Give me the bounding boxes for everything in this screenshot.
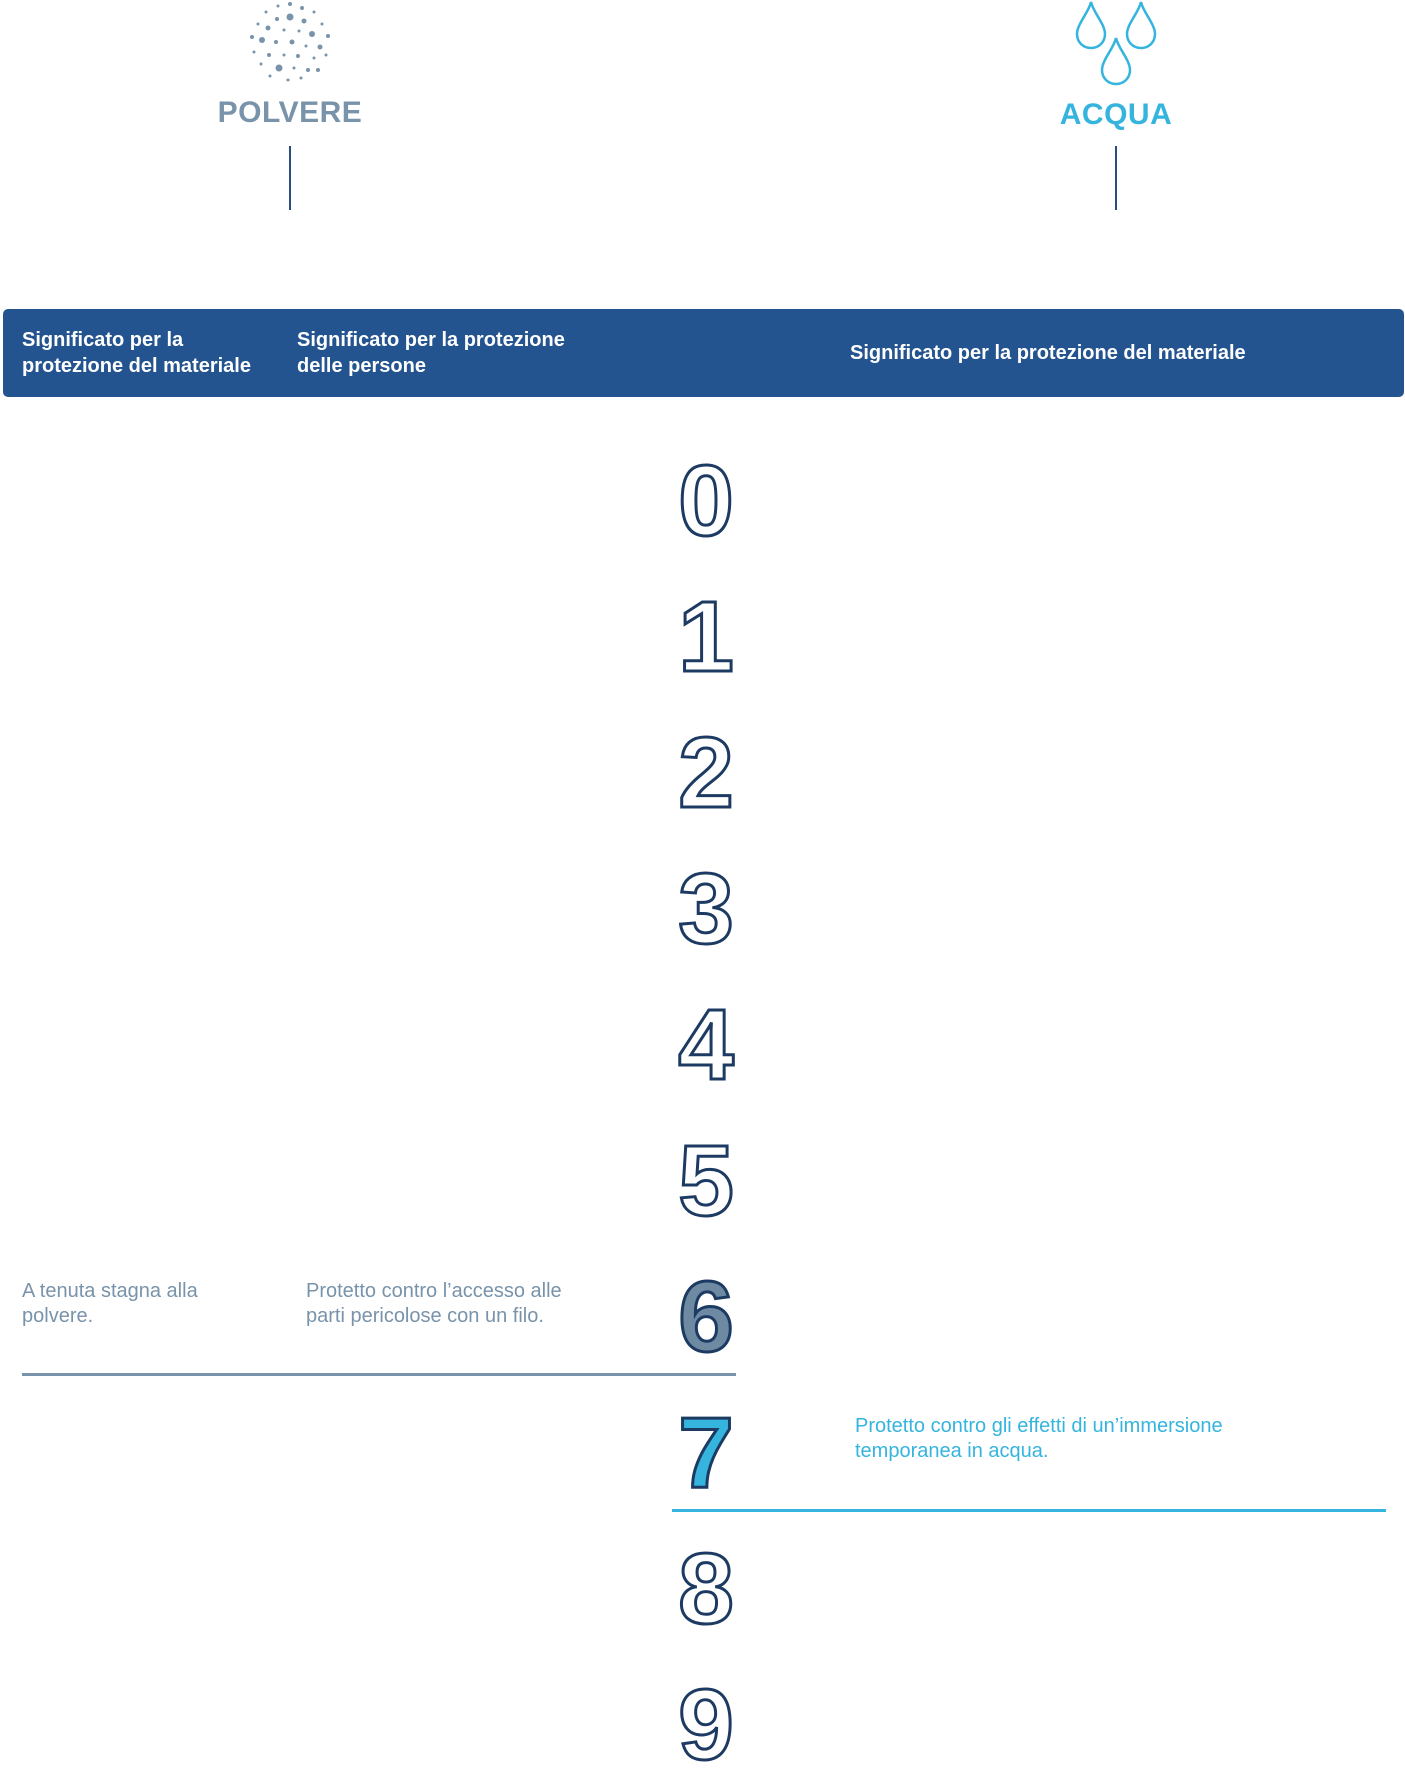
dust-persons-description: Protetto contro l’accesso alle parti pericolose con un filo.	[306, 1280, 562, 1327]
header-dust-material: Significato per la protezione del materiale	[22, 329, 251, 377]
dust-column-title: POLVERE	[217, 96, 363, 129]
water-material-description: Protetto contro gli effetti di un’immersione temporanea in acqua.	[855, 1415, 1223, 1462]
water-column-title: ACQUA	[1059, 98, 1173, 131]
ip-digit-9: 9	[678, 1669, 734, 1781]
ip-digit-6: 6	[678, 1261, 734, 1373]
ip-digit-3: 3	[678, 853, 734, 965]
ip-digit-0: 0	[678, 445, 734, 557]
ip-digit-2: 2	[678, 717, 734, 829]
ip-digit-4: 4	[678, 989, 734, 1101]
water-rating-underline	[672, 1509, 1386, 1512]
header-water-material: Significato per la protezione del materiale	[850, 342, 1246, 364]
ip-digit-7: 7	[678, 1397, 734, 1509]
dust-rating-underline	[22, 1373, 736, 1376]
water-drops-icon	[1075, 0, 1157, 88]
ip-digit-1: 1	[678, 581, 734, 693]
header-persons: Significato per la protezione delle persone	[297, 329, 565, 377]
dust-particles-icon	[244, 0, 336, 86]
dust-material-description: A tenuta stagna alla polvere.	[22, 1280, 198, 1327]
water-connector-line	[1115, 146, 1117, 210]
ip-digit-5: 5	[678, 1125, 734, 1237]
ip-digit-8: 8	[678, 1533, 734, 1645]
dust-connector-line	[289, 146, 291, 210]
